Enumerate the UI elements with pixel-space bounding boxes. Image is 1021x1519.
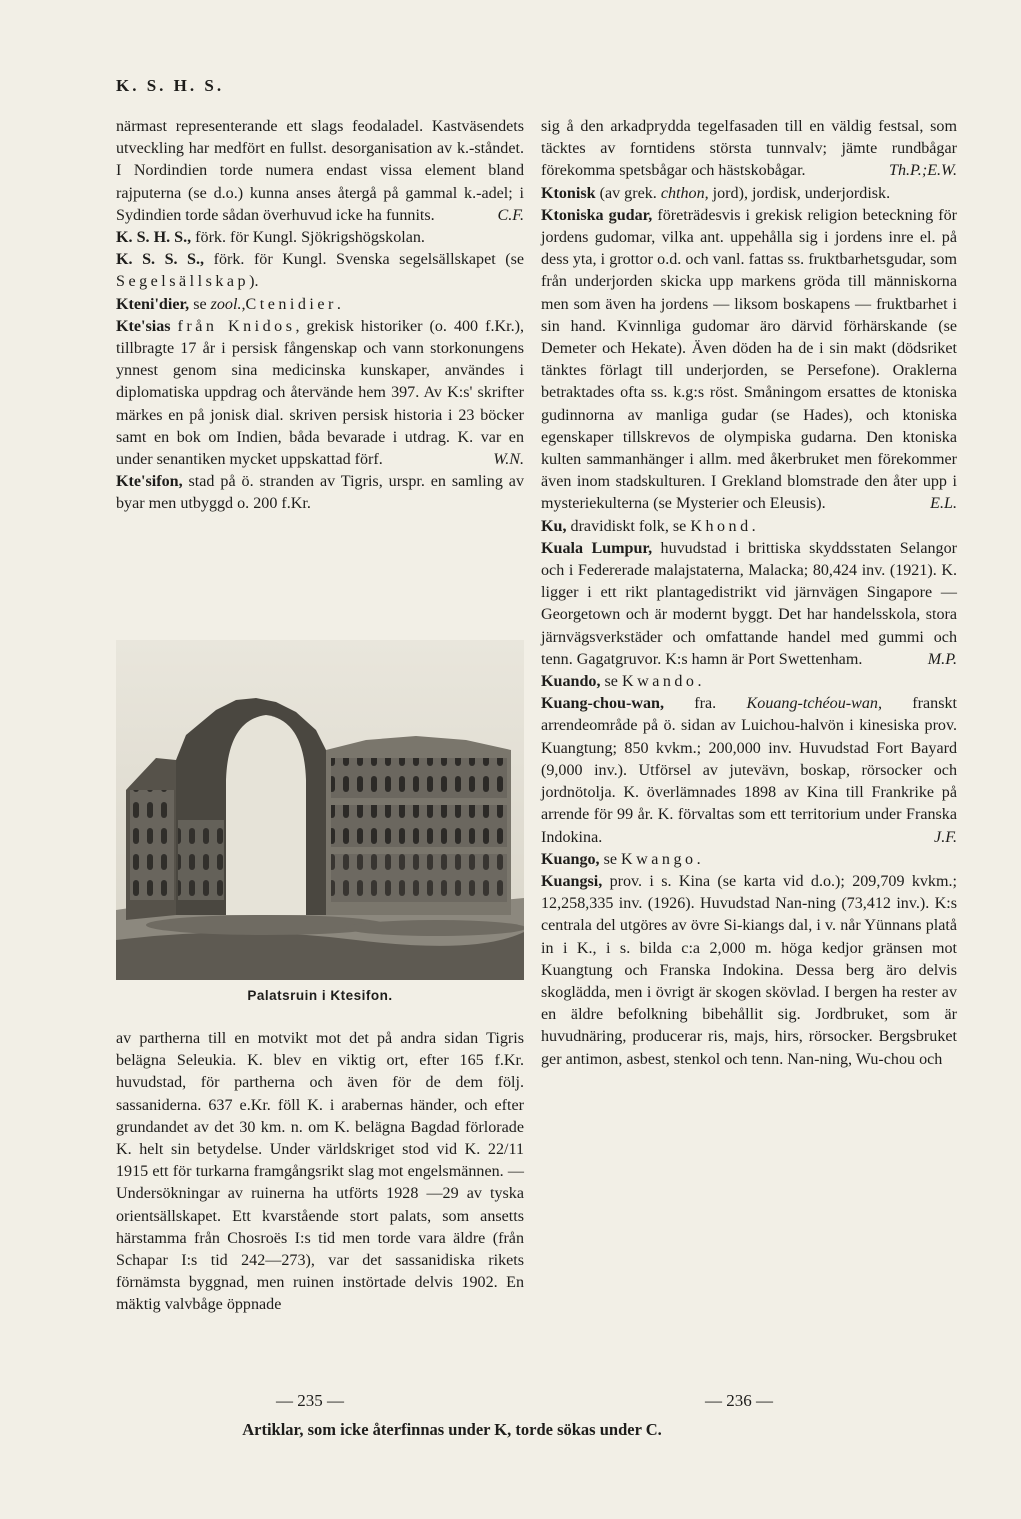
entry-text: förk. för Kungl. Svenska segelsällskapet (se: [204, 251, 524, 269]
entry-text-tail: , grekisk historiker (o. 400 f.Kr.), tillbragte 17 år i persisk fångenskap och vann storkonungens ynnest genom sina medicinska kunskaper, användes i diplomatiska uppdrag och återvände hem 397. Av K:s' skrifter märkes en på jonisk dial. skriven persisk historia i 23 böcker samt en bok om Indien, båda bevarade i utdrag. K. var en under senantiken mycket uppskattad förf.: [116, 317, 524, 469]
article-continuation: av partherna till en motvikt mot det på andra sidan Tigris belägna Seleukia. K. blev en viktig ort, efter 165 f.Kr. huvudstad, för partherna och även för de dem följ. sassaniderna. 637 e.Kr. föll K. i arabernas händer, och efter grundandet av det 30 km. n. om K. belägna Bagdad förlorade K. helt sin betydelse. Under världskriget stod vid K. 22/11 1915 ett för turkarna framgångsrikt slag mot engelsmännen. — Undersökningar av ruinerna ha utförts 1928 —29 av tyska orientsällskapet. Ett kvarstående stort palats, som ansetts härstamma från Chosroës I:s tid men torde vara äldre (från Schapar I:s tid 242—273), var det sassanidiska rikets förnämsta byggnad, men ruinen instörtade delvis 1902. En mäktig valvbåge öppnade: [116, 1030, 524, 1314]
entry-text: huvudstad i brittiska skyddsstaten Selangor och i Federerade malajstaterna, Malacka; 80,424 inv. (1921). K. ligger i ett rikt plantagedistrikt vid järnvägen Singapore —Georgetown och är modernt byggt. Det har handelsskola, stora järnvägsverkstäder och omfattande handel med gummi och tenn. Gagatgruvor. K:s hamn är Port Swettenham.: [541, 539, 957, 668]
entry-reference: Khond: [690, 517, 752, 535]
entry-italic: Kouang-tchéou-wan,: [746, 695, 882, 713]
ruin-photo-image: [116, 640, 524, 980]
article-entry: [541, 849, 957, 871]
entry-text: [171, 318, 178, 335]
entry-text-tail: .: [751, 517, 756, 535]
entry-text: se: [600, 673, 622, 691]
right-column: [541, 116, 957, 1071]
entry-headword: Ktoniska gudar,: [541, 206, 653, 224]
entry-reference: Ctenidier: [245, 295, 337, 313]
entry-headword: K. S. S. S.,: [116, 251, 205, 269]
article-entry: [116, 294, 524, 316]
entry-signature: Th.P.;E.W.: [889, 162, 957, 180]
running-head: K. S. H. S.: [116, 76, 225, 95]
page-number-right: — 236 —: [705, 1391, 773, 1410]
entry-text-tail: .: [697, 673, 702, 691]
article-entry: [116, 227, 524, 249]
entry-signature: C.F.: [497, 206, 524, 224]
entry-reference: Kwango: [621, 850, 697, 868]
entry-text: sig å den arkadprydda tegelfasaden till en väldig festsal, som täcktes av forntidens största tunnvalv; jämte rundbågar förekomma spetsbågar och hästskobågar.: [541, 118, 957, 180]
entry-headword: Kuang-chou-wan,: [541, 695, 664, 713]
entry-text: stad på ö. stranden av Tigris, urspr. en samling av byar men utbyggd o. 200 f.Kr.: [116, 473, 524, 513]
entry-signature: M.P.: [927, 650, 957, 668]
article-entry: [116, 316, 524, 471]
entry-text-tail: jord), jordisk, underjordisk.: [708, 184, 891, 202]
entry-headword: Kte'sifon,: [116, 473, 183, 491]
entry-headword: Kuala Lumpur,: [541, 539, 653, 557]
entry-headword: Ku,: [541, 517, 567, 535]
article-entry: [541, 871, 957, 1071]
entry-text-tail: franskt arrendeområde på ö. sidan av Luichou-halvön i kinesiska prov. Kuangtung; 850 kvkm.; 200,000 inv. Huvudstad Fort Bayard (9,000 inv.). Utförsel av jutevävn, boskap, rörsocker och jordnötolja. K. överlämnades 1898 av Kina till Frankrike på arrende för 99 år. K. förvaltas som ett territorium under Franska Indokina.: [541, 695, 957, 846]
entry-text: (av grek.: [595, 184, 661, 202]
entry-text: prov. i s. Kina (se karta vid d.o.); 209,709 kvkm.; 12,258,335 inv. (1926). Huvudstad Nan-ning (73,412 inv.). K:s centrala del utgöres av övre Si-kiangs dal, i v. når Yünnans platå in i K., i s. bilda c:a 2,000 m. höga kedjor gränsen mot Kuangtung och Franska Indokina. Dessa berg äro delvis skoglädda, men i övrigt är skogen skövlad. I bergen ha rester av en äldre befolkning bibehållit sig. Jordbruket, som är huvudnäring, producerar ris, majs, hirs, rörsocker. Bergsbruket ger antimon, asbest, stenkol och tenn. Nan-ning, Wu-chou och: [541, 872, 957, 1068]
entry-headword: Kte'sias: [116, 317, 171, 335]
article-entry: [116, 116, 524, 227]
entry-headword: Kuando,: [541, 673, 601, 691]
article-entry: [541, 205, 957, 516]
article-entry: [541, 538, 957, 671]
article-entry: [116, 249, 524, 293]
entry-text-tail: .: [696, 850, 701, 868]
article-entry: [541, 671, 957, 693]
entry-italic: chthon,: [660, 184, 709, 202]
entry-signature: E.L.: [930, 495, 957, 513]
left-column-continued: [116, 1028, 524, 1317]
article-entry: [116, 471, 524, 515]
entry-signature: J.F.: [934, 828, 957, 846]
entry-signature: W.N.: [493, 451, 524, 469]
entry-headword: Kuango,: [541, 850, 600, 868]
entry-text: förk. för Kungl. Sjökrigshögskolan.: [191, 229, 425, 247]
figure-caption: Palatsruin i Ktesifon.: [247, 988, 393, 1003]
entry-text-tail: .: [336, 295, 341, 313]
ruin-photo-svg: [116, 640, 524, 980]
entry-text: närmast representerande ett slags feodaladel. Kastväsendets utveckling har medfört en fullst. desorganisation av k.-ståndet. I Nordindien torde numera endast vissa element bland rajputerna (se d.o.) kunna anses återgå på gammal k.-adel; i Sydindien torde sådan överhuvud icke ha funnits.: [116, 118, 524, 224]
left-column: [116, 116, 524, 516]
entry-text: företrädesvis i grekisk religion beteckning för jordens gudomar, vilka ant. uppehålla sig i jordens inre el. på dess yta, i grottor o.d. och vanl. fattas ss. fruktbarhetsgudar, som från underjorden skicka upp markens gröda till människorna men som även ha jordens — liksom boskapens — fruktbarhet i sin hand. Kvinnliga gudomar äro därvid förhärskande (se Demeter och Hekate). Även döden ha de i sin makt (dödsriket tänktes förlagt till underjorden, se Persefone). Oraklerna betraktades ofta ss. k.g:s röst. Småningom ersattes de ktoniska gudinnorna av manliga gudar (se Hades), och ktoniska egenskaper tillskrevos de olympiska gudarna. Den ktoniska kulten sammanhänger i allm. med åkerbruket men förekommer även inom stadskulturen. I Grekland blomstrade den åter upp i mysteriekulterna (se Mysterier och Eleusis).: [541, 206, 957, 513]
article-entry: [541, 183, 957, 205]
entry-reference: från Knidos: [177, 317, 296, 335]
article-entry: [541, 693, 957, 848]
page-number-left: — 235 —: [276, 1391, 344, 1410]
footer-note: [0, 1420, 1021, 1440]
entry-text: fra.: [663, 695, 747, 713]
entry-text: se: [189, 295, 211, 313]
entry-headword: Ktonisk: [541, 184, 596, 202]
entry-reference: Segelsällskap: [116, 273, 250, 291]
entry-text-tail: ).: [249, 273, 259, 291]
footer-text: Artiklar, som icke återfinnas under K, torde sökas under C.: [242, 1420, 662, 1439]
entry-text: dravidiskt folk, se: [566, 517, 691, 535]
entry-italic: zool.,: [210, 295, 246, 313]
entry-reference: Kwando: [621, 673, 698, 691]
entry-headword: Kuangsi,: [541, 872, 603, 890]
article-entry: [541, 516, 957, 538]
article-entry: [541, 116, 957, 183]
entry-headword: K. S. H. S.,: [116, 229, 192, 247]
entry-headword: Kteni'dier,: [116, 295, 190, 313]
entry-text: se: [599, 850, 622, 868]
